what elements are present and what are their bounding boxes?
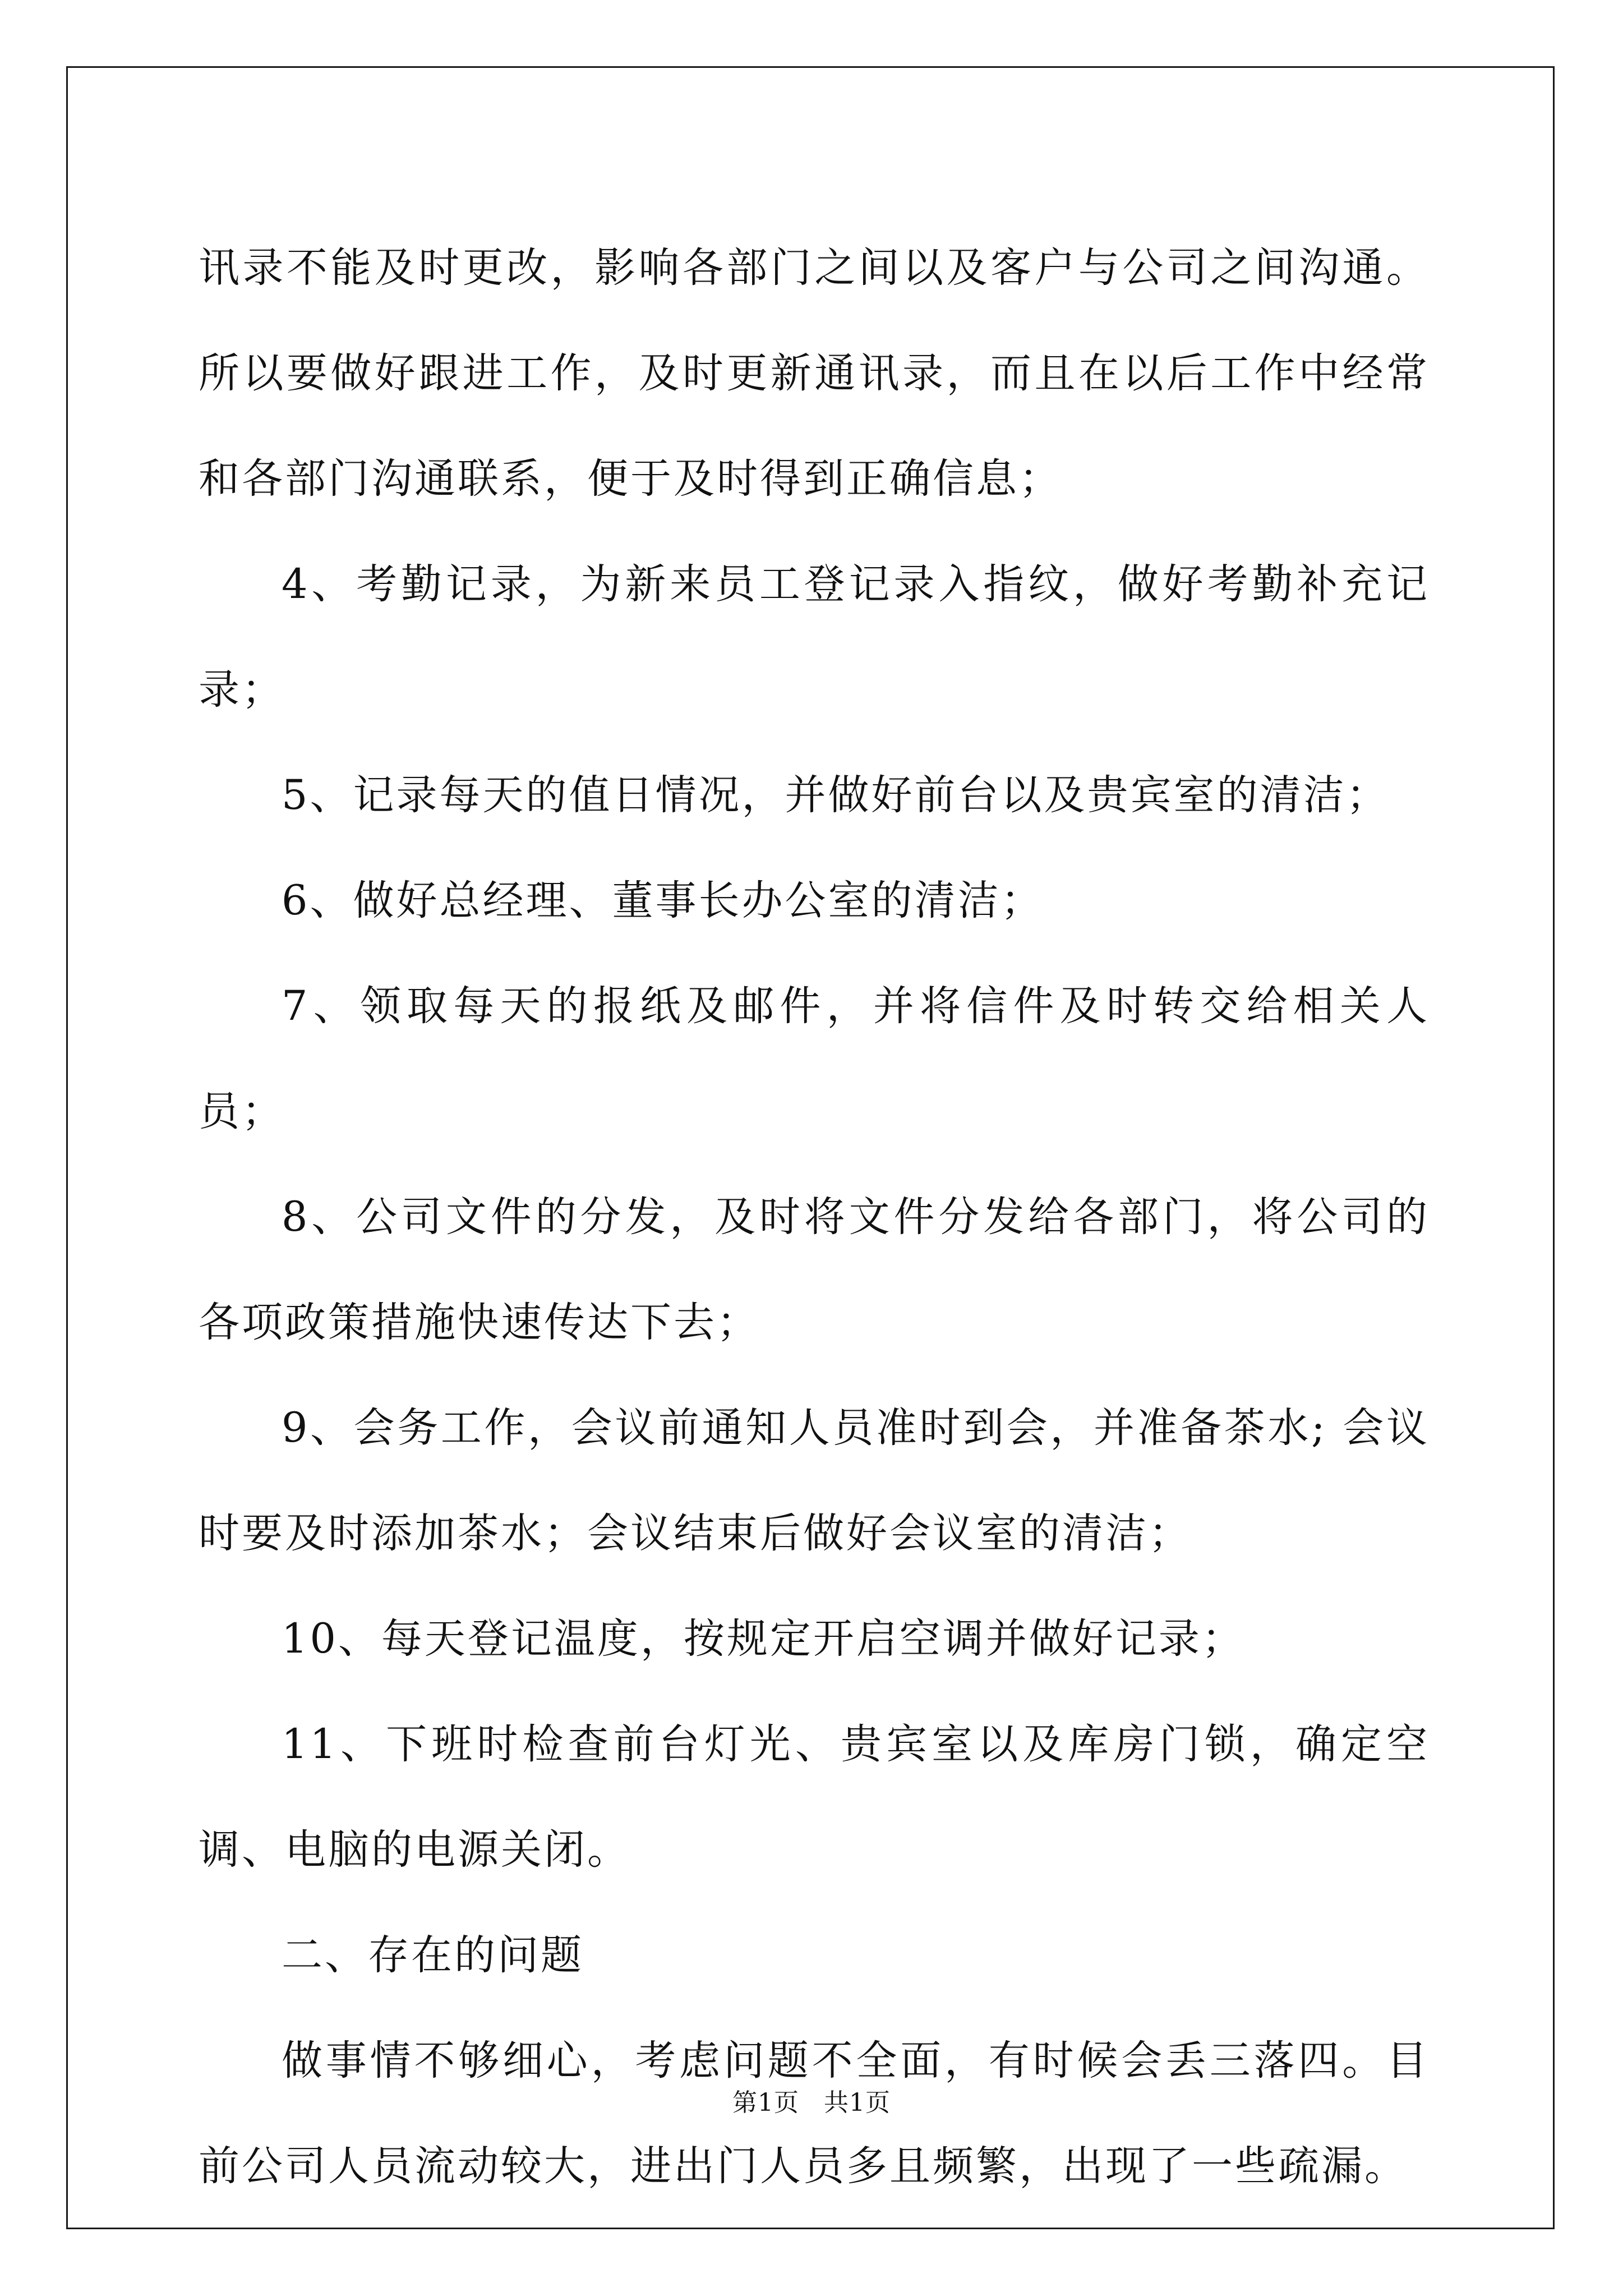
list-item-5: 5、记录每天的值日情况，并做好前台以及贵宾室的清洁； (282, 771, 1390, 819)
paragraph-problems: 做事情不够细心，考虑问题不全面，有时候会丢三落四。目前公司人员流动较大，进出门人员多且频繁，出现了一些疏漏。 (199, 2037, 1430, 2190)
list-item-4: 4、考勤记录，为新来员工登记录入指纹，做好考勤补充记录； (199, 560, 1430, 714)
document-body (199, 215, 1430, 2219)
list-item-11: 11、下班时检查前台灯光、贵宾室以及库房门锁，确定空调、电脑的电源关闭。 (199, 1720, 1430, 1874)
list-item-8: 8、公司文件的分发，及时将文件分发给各部门，将公司的各项政策措施快速传达下去； (199, 1193, 1430, 1346)
list-item-7: 7、领取每天的报纸及邮件，并将信件及时转交给相关人员； (199, 982, 1430, 1135)
page-number: 第1页 (732, 2088, 799, 2117)
page-total: 共1页 (824, 2088, 891, 2117)
list-item-9: 9、会务工作，会议前通知人员准时到会，并准备茶水; 会议时要及时添加茶水；会议结束后做好会议室的清洁； (199, 1404, 1430, 1557)
list-item-10: 10、每天登记温度，按规定开启空调并做好记录； (282, 1615, 1245, 1663)
paragraph-continuation: 讯录不能及时更改，影响各部门之间以及客户与公司之间沟通。所以要做好跟进工作，及时更新通讯录，而且在以后工作中经常和各部门沟通联系，便于及时得到正确信息； (199, 244, 1430, 503)
section-heading: 二、存在的问题 (282, 1931, 584, 1979)
page-footer (0, 2082, 1623, 2118)
list-item-6: 6、做好总经理、董事长办公室的清洁； (282, 877, 1044, 924)
